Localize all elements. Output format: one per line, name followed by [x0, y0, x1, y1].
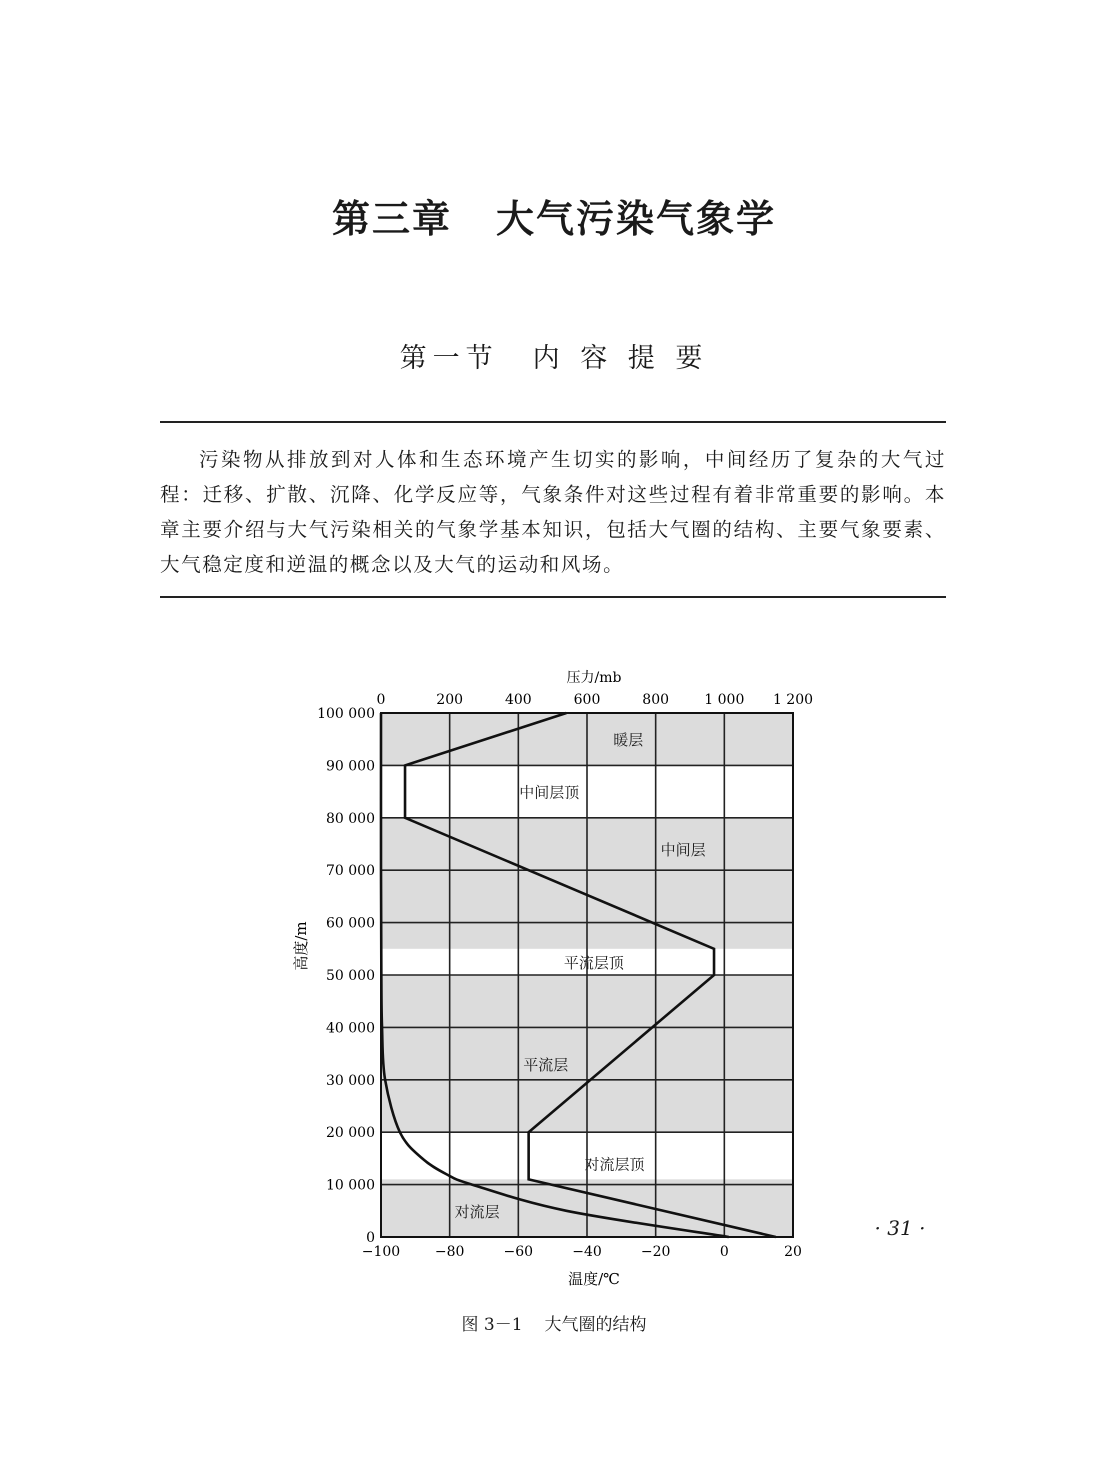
- top-axis-title: 压力/mb: [566, 670, 622, 686]
- x-tick-label: −100: [361, 1244, 401, 1260]
- x-tick-label: −80: [434, 1244, 465, 1260]
- pressure-tick-label: 1 200: [772, 692, 814, 708]
- y-tick-label: 50 000: [326, 968, 375, 984]
- pressure-tick-label: 200: [436, 692, 464, 708]
- y-tick-label: 90 000: [326, 758, 375, 775]
- x-tick-label: −40: [572, 1244, 602, 1260]
- figure-title: 大气圈的结构: [544, 1315, 647, 1335]
- figure-number: 图 3－1: [461, 1315, 523, 1335]
- y-axis-title: 高度/m: [292, 921, 310, 971]
- layer-label: 对流层: [454, 1202, 500, 1221]
- layer-label: 平流层顶: [563, 953, 624, 972]
- layer-label: 中间层顶: [519, 783, 580, 802]
- summary-paragraph: 污染物从排放到对人体和生态环境产生切实的影响，中间经历了复杂的大气过程：迁移、扩散、沉降、化学反应等，气象条件对这些过程有着非常重要的影响。本章主要介绍与大气污染相关的气象学基本知识，包括大气圈的结构、主要气象要素、大气稳定度和逆温的概念以及大气的运动和风场。: [160, 448, 946, 576]
- x-tick-label: −20: [640, 1244, 671, 1260]
- y-tick-label: 30 000: [326, 1072, 375, 1089]
- x-tick-label: −60: [503, 1244, 534, 1260]
- x-tick-label: 20: [784, 1244, 802, 1260]
- x-tick-label: 0: [719, 1244, 729, 1260]
- layer-label: 对流层顶: [584, 1155, 645, 1174]
- pressure-tick-label: 0: [376, 692, 386, 708]
- figure-caption: [0, 1310, 1108, 1335]
- chapter-number: 第三章: [331, 196, 452, 241]
- pressure-tick-label: 400: [504, 692, 532, 708]
- pressure-tick-label: 1 000: [704, 692, 745, 708]
- y-tick-label: 60 000: [326, 915, 375, 932]
- layer-label: 平流层: [523, 1056, 569, 1075]
- section-number: 第一节: [399, 343, 499, 374]
- x-axis-title: 温度/℃: [568, 1270, 620, 1288]
- layer-label: 暖层: [613, 731, 644, 750]
- y-tick-label: 0: [366, 1230, 375, 1246]
- y-tick-label: 10 000: [326, 1177, 375, 1194]
- pressure-tick-label: 800: [642, 692, 670, 708]
- pressure-tick-label: 600: [573, 692, 601, 708]
- y-tick-label: 100 000: [317, 706, 375, 722]
- y-tick-label: 70 000: [326, 863, 375, 880]
- y-tick-label: 20 000: [326, 1125, 375, 1142]
- page-number: · 31 ·: [874, 1216, 926, 1240]
- layer-label: 中间层: [660, 841, 706, 860]
- section-name: 内 容 提 要: [532, 343, 709, 374]
- y-tick-label: 40 000: [326, 1020, 375, 1037]
- y-tick-label: 80 000: [326, 810, 375, 827]
- chapter-name: 大气污染气象学: [496, 196, 777, 241]
